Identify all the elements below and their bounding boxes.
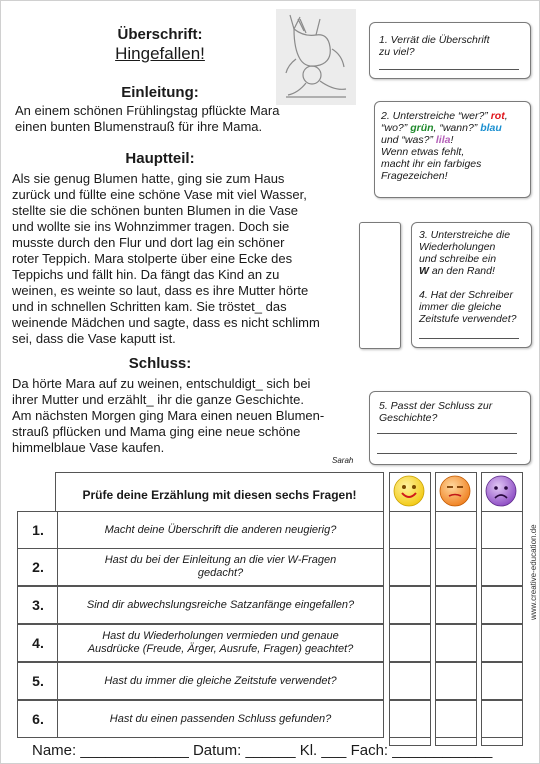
rating-cell-happy[interactable] <box>389 700 431 738</box>
answer-line-5a[interactable] <box>377 433 517 434</box>
rating-cell-happy[interactable] <box>389 586 431 624</box>
answer-line-1[interactable] <box>379 69 519 70</box>
row-question: Hast du bei der Einleitung an die vier W-Fragen gedacht? <box>57 548 384 586</box>
story-title: Hingefallen! <box>115 44 205 63</box>
row-question: Macht deine Überschrift die anderen neugierig? <box>57 511 384 549</box>
row-number: 2. <box>17 548 59 586</box>
rating-cell-neutral[interactable] <box>435 662 477 700</box>
row-question: Hast du einen passenden Schluss gefunden? <box>57 700 384 738</box>
author-name: Sarah <box>332 456 354 465</box>
footer-fields[interactable]: Name: _____________ Datum: ______ Kl. ___ Fach: ____________ <box>32 742 493 759</box>
title-label: Überschrift: <box>117 26 203 43</box>
question-box-4-text: 4. Hat der Schreiber immer die gleiche Zeitstufe verwendet? <box>419 289 517 325</box>
row-number: 6. <box>17 700 59 738</box>
row-number: 3. <box>17 586 59 624</box>
word-rot: rot <box>490 110 505 122</box>
rating-cell-sad[interactable] <box>481 624 523 662</box>
question-box-2 <box>374 101 531 198</box>
smiley-sad-icon <box>485 475 517 507</box>
word-gruen: grün <box>410 122 434 134</box>
word-blau: blau <box>480 122 502 134</box>
margin-w-box[interactable] <box>359 222 401 349</box>
question-box-3-4 <box>411 222 532 348</box>
row-number: 4. <box>17 624 59 662</box>
rating-cell-happy[interactable] <box>389 624 431 662</box>
rating-cell-neutral[interactable] <box>435 700 477 738</box>
rating-cell-neutral[interactable] <box>435 511 477 549</box>
intro-heading: Einleitung: <box>121 84 199 101</box>
main-heading: Hauptteil: <box>125 150 195 167</box>
smiley-neutral-icon <box>439 475 471 507</box>
watermark-url: www.creative-education.de <box>529 524 538 620</box>
row-number: 5. <box>17 662 59 700</box>
question-box-3-text: 3. Unterstreiche die Wiederholungen und schreibe ein W an den Rand! <box>419 229 511 277</box>
answer-line-4[interactable] <box>419 338 519 339</box>
rating-cell-neutral[interactable] <box>435 624 477 662</box>
rating-cell-sad[interactable] <box>481 511 523 549</box>
question-box-1-text: 1. Verrät die Überschrift zu viel? <box>379 34 490 58</box>
end-text: Da hörte Mara auf zu weinen, entschuldigt_ sich bei ihrer Mutter und erzählt_ ihr die ganze Geschichte. Am nächsten Morgen ging Mara einen neuen Blumen- strauß pflücken und Mama ging eine neue schöne himmelblaue Vase kaufen. <box>12 376 325 455</box>
main-text: Als sie genug Blumen hatte, ging sie zum Haus zurück und füllte eine schöne Vase mit viel Wasser, stellte sie die schönen bunten Blumen in die Vase und wollte sie ins Wohnzimmer tragen. Doch sie musste durch den Flur und dort lag ein schöner roter Teppich. Mara stolperte über eine Ecke des Teppichs und fällt hin. Da fängt das Kind an zu weinen, es weinte so laut, dass es ihre Mutter hörte und in schnellen Schritten kam. Sie tröstet_ das weinende Mädchen und sagte, dass es nicht schlimm sei, dass die Vase kaputt ist. <box>12 171 320 346</box>
rating-cell-neutral[interactable] <box>435 548 477 586</box>
falling-girl-illustration <box>276 9 356 105</box>
checklist-header: Prüfe deine Erzählung mit diesen sechs Fragen! <box>55 472 384 518</box>
row-question: Hast du Wiederholungen vermieden und genaue Ausdrücke (Freude, Ärger, Ausrufe, Fragen) geachtet? <box>57 624 384 662</box>
word-lila: lila <box>435 134 451 146</box>
question-box-2-text: 2. Unterstreiche “wer?” rot, “wo?” grün, “wann?” blau und “was?” lila! Wenn etwas fehlt, macht ihr ein farbiges Fragezeichen! <box>381 110 508 182</box>
question-box-5 <box>369 391 531 465</box>
rating-cell-sad[interactable] <box>481 662 523 700</box>
intro-text: An einem schönen Frühlingstag pflückte Mara einen bunten Blumenstrauß für ihre Mama. <box>15 103 280 134</box>
rating-cell-happy[interactable] <box>389 511 431 549</box>
row-question: Sind dir abwechslungsreiche Satzanfänge eingefallen? <box>57 586 384 624</box>
rating-cell-happy[interactable] <box>389 548 431 586</box>
rating-cell-happy[interactable] <box>389 662 431 700</box>
rating-cell-sad[interactable] <box>481 548 523 586</box>
row-question: Hast du immer die gleiche Zeitstufe verwendet? <box>57 662 384 700</box>
row-number: 1. <box>17 511 59 549</box>
rating-cell-neutral[interactable] <box>435 586 477 624</box>
rating-cell-sad[interactable] <box>481 700 523 738</box>
question-box-5-text: 5. Passt der Schluss zur Geschichte? <box>379 400 493 424</box>
smiley-happy-icon <box>393 475 425 507</box>
question-box-1 <box>369 22 531 79</box>
rating-cell-sad[interactable] <box>481 586 523 624</box>
end-heading: Schluss: <box>128 355 192 372</box>
answer-line-5b[interactable] <box>377 453 517 454</box>
